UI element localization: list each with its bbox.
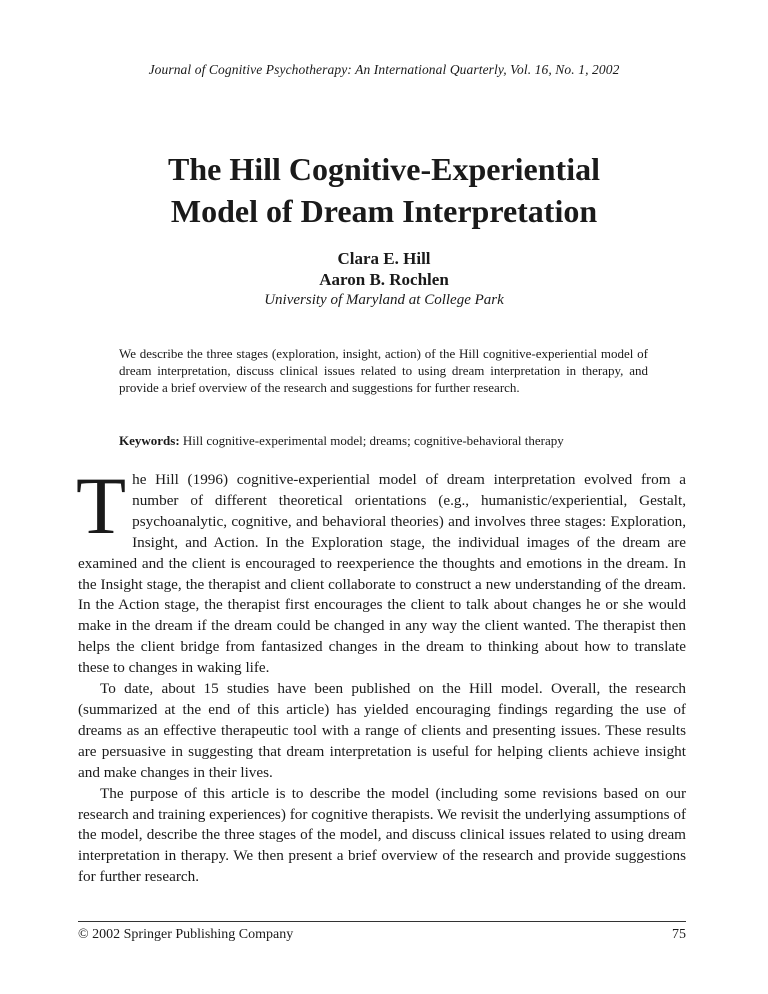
paragraph-text: he Hill (1996) cognitive-experiential model of dream interpretation evolved from a number of different theoretical orientations (e.g., humanistic/experiential, Gestalt, psychoanalytic, cognitive, and behavioral theories) and involves three stages: Exploration, Insight, and Action. In the Exploration stage, the individual images of the dream are examined and the client is encouraged to reexperience the thoughts and emotions in the dream. In the Insight stage, the therapist and client collaborate to construct a new understanding of the dream. In the Action stage, the therapist first encourages the client to talk about changes he or she would make in the dream if the dream could be changed in any way the client wanted. The therapist then helps the client bridge from fantasized changes in the dream to thinking about how to translate these to changes in waking life. [78, 471, 686, 677]
title-line-1: The Hill Cognitive-Experiential [168, 151, 600, 187]
body-paragraph: To date, about 15 studies have been published on the Hill model. Overall, the research (summarized at the end of this article) has yielded encouraging findings regarding the use of dreams as an effective therapeutic tool with a range of clients and presenting issues. These results are persuasive in suggesting that dream interpretation is useful for helping clients achieve insight and make changes in their lives. [78, 680, 686, 781]
keywords-label: Keywords: [119, 433, 180, 448]
body-paragraph: The purpose of this article is to describe the model (including some revisions based on our research and training experiences) for cognitive therapists. We revisit the underlying assumptions of the model, describe the three stages of the model, and discuss clinical issues related to using dream interpretation in therapy. We then present a brief overview of the research and provide suggestions for further research. [78, 784, 686, 886]
running-head: Journal of Cognitive Psychotherapy: An International Quarterly, Vol. 16, No. 1, 2002 [148, 62, 620, 77]
page-number: 75 [672, 927, 686, 942]
author-name: Clara E. Hill [337, 249, 431, 268]
abstract: We describe the three stages (exploration, insight, action) of the Hill cognitive-experiential model of dream interpretation, discuss clinical issues related to using dream interpretation in therapy, and provide a brief overview of the research and suggestions for further research. [119, 346, 648, 396]
article-body [76, 460, 686, 888]
footer-divider [78, 921, 686, 922]
author-name: Aaron B. Rochlen [319, 270, 449, 289]
keywords [119, 432, 679, 449]
body-paragraph [76, 460, 686, 679]
article-title [60, 148, 708, 232]
keywords-list: Hill cognitive-experimental model; dreams; cognitive-behavioral therapy [182, 433, 564, 448]
author-affiliation: University of Maryland at College Park [264, 292, 504, 308]
drop-cap: T [76, 460, 127, 551]
copyright-notice: © 2002 Springer Publishing Company [78, 927, 294, 942]
title-line-2: Model of Dream Interpretation [170, 193, 598, 229]
